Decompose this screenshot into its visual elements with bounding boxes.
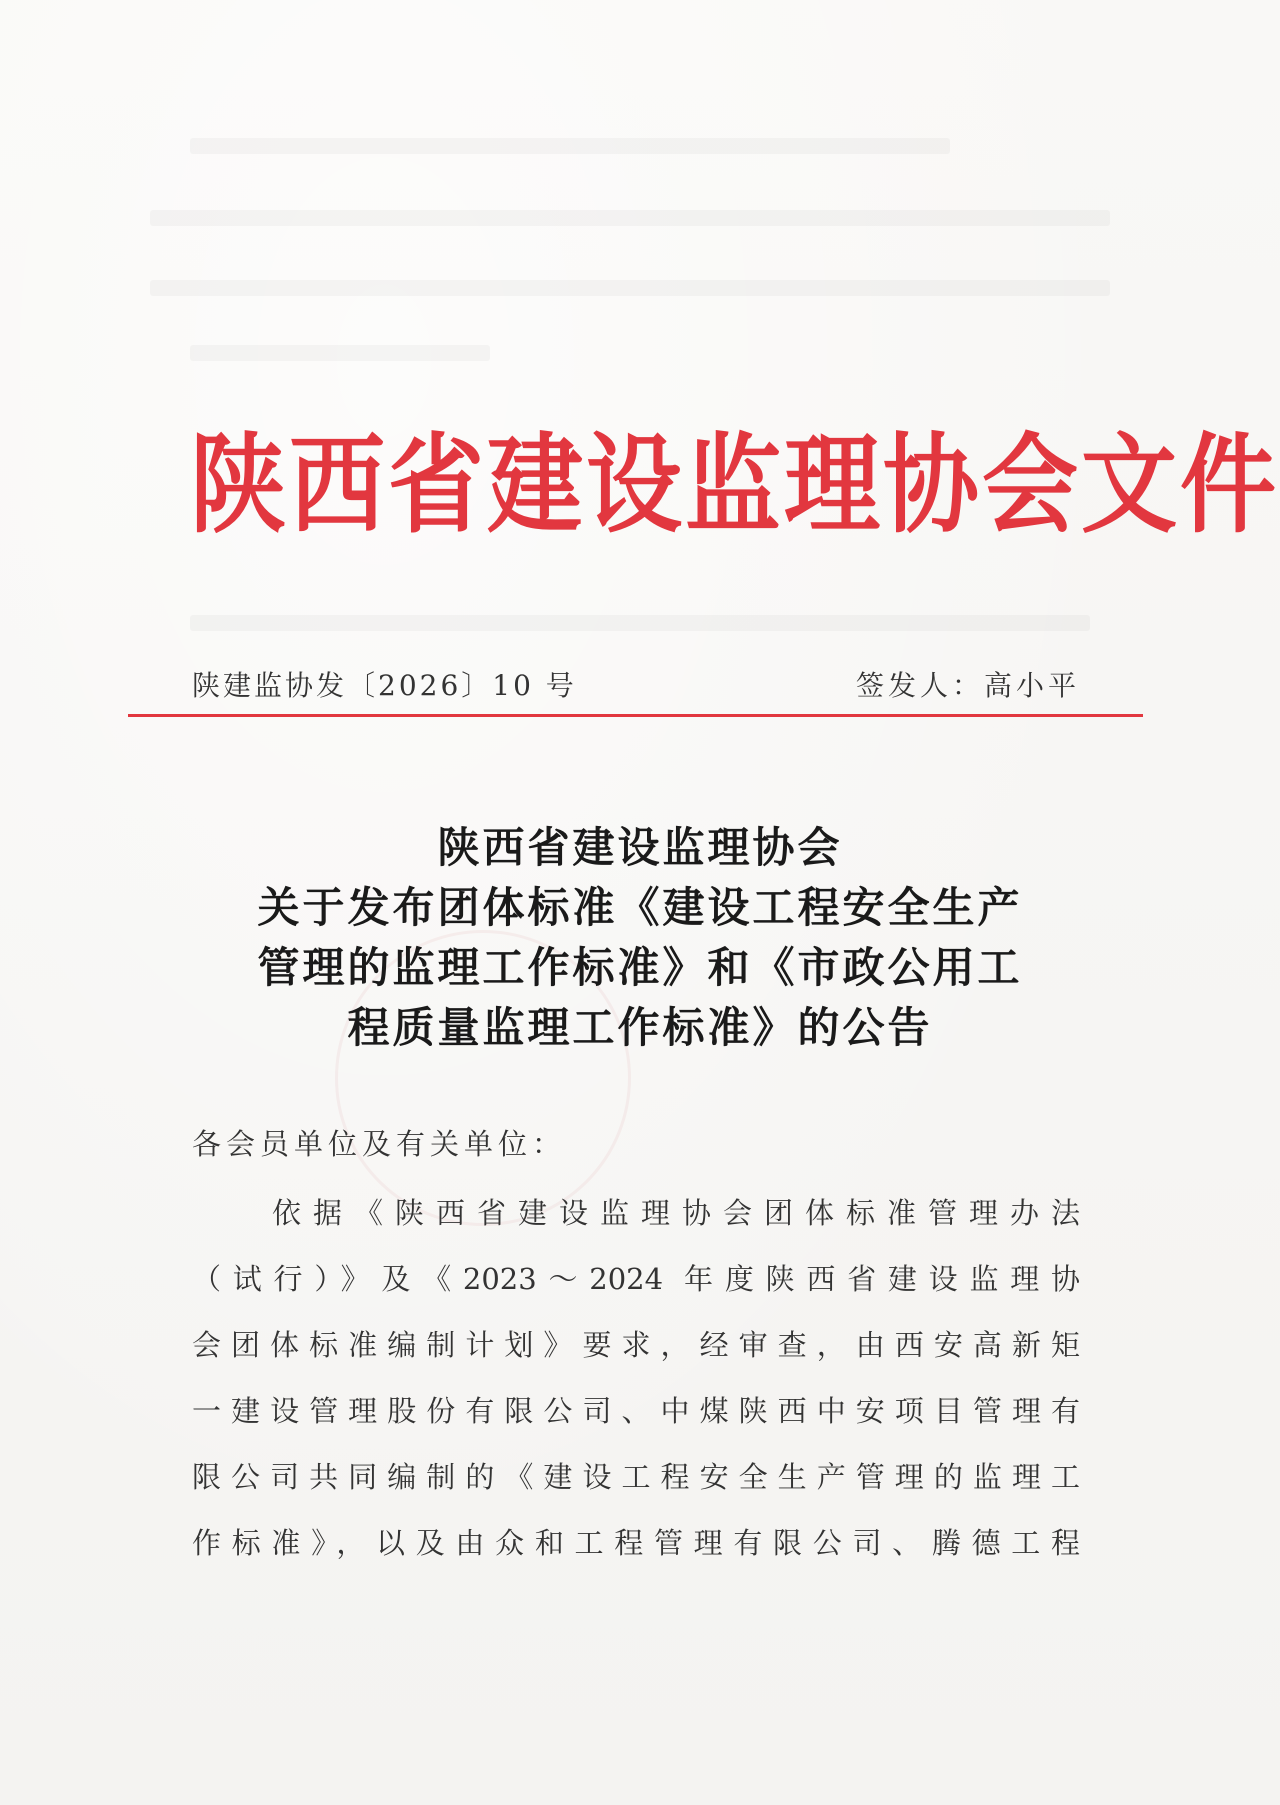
notice-title-line: 陕西省建设监理协会 <box>437 823 843 872</box>
body-line: （试行）》及《2023～2024 年度陕西省建设监理协 <box>192 1262 1080 1296</box>
body-paragraph <box>192 1180 1080 1576</box>
document-header-title: 陕西省建设监理协会文件 <box>190 422 1279 548</box>
body-line: 一建设管理股份有限公司、中煤陕西中安项目管理有 <box>192 1394 1080 1428</box>
bleed-through-mark <box>190 345 490 361</box>
notice-title <box>150 818 1130 1058</box>
bleed-through-mark <box>190 138 950 154</box>
body-line: 限公司共同编制的《建设工程安全生产管理的监理工 <box>192 1460 1080 1494</box>
notice-title-line: 管理的监理工作标准》和《市政公用工 <box>257 943 1023 992</box>
salutation: 各会员单位及有关单位： <box>192 1127 567 1161</box>
document-number: 陕建监协发〔2026〕10 号 <box>192 669 577 702</box>
bleed-through-mark <box>150 210 1110 226</box>
notice-title-line: 关于发布团体标准《建设工程安全生产 <box>257 883 1023 932</box>
notice-title-line: 程质量监理工作标准》的公告 <box>347 1003 933 1052</box>
body-line: 会团体标准编制计划》要求，经审查，由西安高新矩 <box>192 1328 1080 1362</box>
header-red-divider <box>128 714 1143 717</box>
signer-label: 签发人：高小平 <box>855 669 1080 702</box>
body-line: 作标准》，以及由众和工程管理有限公司、腾德工程 <box>192 1526 1080 1560</box>
bleed-through-mark <box>190 615 1090 631</box>
body-line: 依据《陕西省建设监理协会团体标准管理办法 <box>272 1196 1080 1230</box>
bleed-through-mark <box>150 280 1110 296</box>
